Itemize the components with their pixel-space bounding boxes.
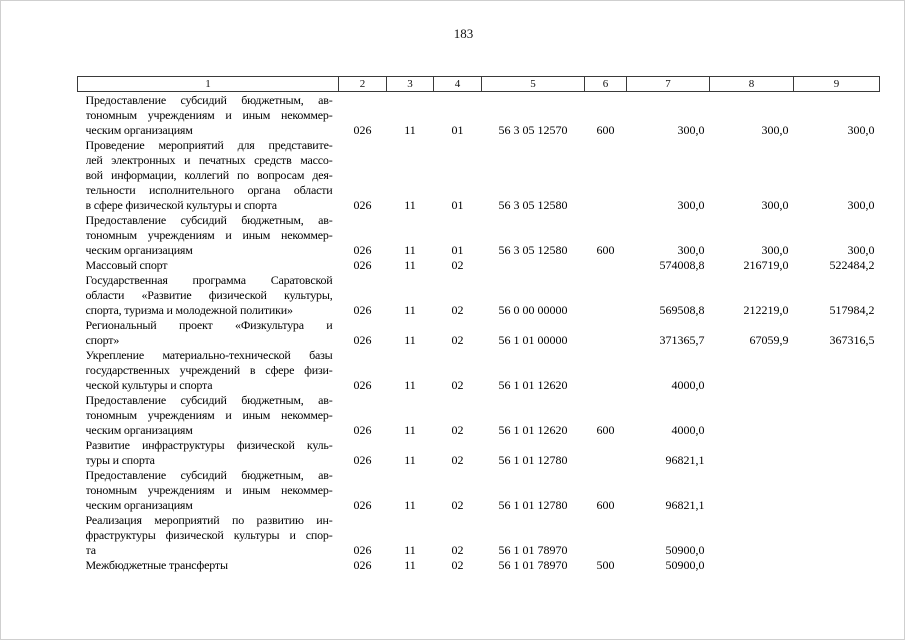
- column-header-7: 7: [627, 77, 710, 92]
- code-cell-col2: 026: [353, 123, 372, 137]
- table-row: [78, 393, 880, 438]
- code-cell-col2: 026: [353, 258, 372, 272]
- row-name-line: туры и спорта: [85, 453, 155, 467]
- row-name-line: ческим организациям: [85, 243, 193, 257]
- row-name-line: ческим организациям: [85, 498, 193, 512]
- row-name-line: в сфере физической культуры и спорта: [85, 198, 277, 212]
- row-name-line: спорта, туризма и молодежной политики»: [85, 303, 293, 317]
- row-name-line: ческим организациям: [85, 423, 193, 437]
- row-name-cell: [78, 513, 339, 558]
- sum-cell-col9: [794, 393, 880, 438]
- row-name-cell: [78, 438, 339, 468]
- code-cell-col5: 56 3 05 12580: [498, 243, 568, 257]
- code-cell-col4: 02: [451, 378, 464, 392]
- code-cell-col2: 026: [353, 453, 372, 467]
- code-cell-col4: 02: [451, 453, 464, 467]
- code-cell-col2: 026: [353, 558, 372, 572]
- code-cell-col4: 01: [451, 243, 464, 257]
- row-name-cell: [78, 393, 339, 438]
- column-header-4: 4: [434, 77, 482, 92]
- row-name-cell: [78, 468, 339, 513]
- row-name-line: спорт»: [85, 333, 120, 347]
- row-name-cell: [78, 138, 339, 213]
- table-row: [78, 318, 880, 348]
- row-name-cell: [78, 213, 339, 258]
- row-name-line: государственных учреждений в сфере физи-: [85, 363, 333, 377]
- column-header-9: 9: [794, 77, 880, 92]
- row-name-line: ческим организациям: [85, 123, 193, 137]
- code-cell-col5: [482, 258, 585, 273]
- sum-cell-col7: 4000,0: [671, 423, 705, 437]
- sum-cell-col7: 4000,0: [671, 378, 705, 392]
- code-cell-col4: 02: [451, 423, 464, 437]
- row-name-line: тельности исполнительного органа области: [85, 183, 333, 197]
- row-name-line: Укрепление материально-технической базы: [85, 348, 333, 362]
- code-cell-col4: 01: [451, 198, 464, 212]
- row-name-line: вой информации, коллегий по вопросам дея-: [85, 168, 333, 182]
- code-cell-col5: 56 0 00 00000: [498, 303, 568, 317]
- table-row: [78, 558, 880, 573]
- sum-cell-col8: 300,0: [761, 123, 789, 137]
- table-body: [78, 92, 880, 574]
- sum-cell-col9: 522484,2: [829, 258, 875, 272]
- sum-cell-col7: 96821,1: [665, 453, 705, 467]
- column-header-8: 8: [710, 77, 794, 92]
- row-name-cell: [78, 348, 339, 393]
- row-name-cell: [78, 318, 339, 348]
- code-cell-col5: 56 3 05 12580: [498, 198, 568, 212]
- sum-cell-col8: [710, 468, 794, 513]
- table-header: [78, 77, 880, 92]
- sum-cell-col8: 216719,0: [743, 258, 789, 272]
- code-cell-col2: 026: [353, 378, 372, 392]
- code-cell-col6: 600: [596, 123, 615, 137]
- column-header-1: 1: [78, 77, 339, 92]
- code-cell-col6: 600: [596, 498, 615, 512]
- code-cell-col5: 56 3 05 12570: [498, 123, 568, 137]
- sum-cell-col9: 300,0: [847, 123, 875, 137]
- row-name-line: тономным учреждениям и иным некоммер-: [85, 108, 333, 122]
- table-row: [78, 468, 880, 513]
- sum-cell-col9: 367316,5: [829, 333, 875, 347]
- code-cell-col2: 026: [353, 498, 372, 512]
- row-name-cell: [78, 273, 339, 318]
- sum-cell-col8: [710, 348, 794, 393]
- table-header-row: [78, 77, 880, 92]
- row-name-line: Проведение мероприятий для представите-: [85, 138, 333, 152]
- sum-cell-col7: 300,0: [677, 123, 705, 137]
- row-name-line: Предоставление субсидий бюджетным, ав-: [85, 393, 333, 407]
- row-name-cell: [78, 258, 339, 273]
- row-name-line: лей электронных и печатных средств массо-: [85, 153, 333, 167]
- code-cell-col4: 01: [451, 123, 464, 137]
- table-row: [78, 138, 880, 213]
- row-name-line: тономным учреждениям и иным некоммер-: [85, 483, 333, 497]
- sum-cell-col9: 517984,2: [829, 303, 875, 317]
- code-cell-col6: [585, 273, 627, 318]
- row-name-line: Реализация мероприятий по развитию ин-: [85, 513, 333, 527]
- column-header-6: 6: [585, 77, 627, 92]
- sum-cell-col7: 96821,1: [665, 498, 705, 512]
- code-cell-col5: 56 1 01 12620: [498, 423, 568, 437]
- code-cell-col5: 56 1 01 12780: [498, 453, 568, 467]
- code-cell-col4: 02: [451, 558, 464, 572]
- table-row: [78, 438, 880, 468]
- code-cell-col6: 600: [596, 243, 615, 257]
- sum-cell-col7: 300,0: [677, 198, 705, 212]
- code-cell-col3: 11: [404, 378, 416, 392]
- code-cell-col4: 02: [451, 498, 464, 512]
- sum-cell-col7: 371365,7: [659, 333, 705, 347]
- row-name-line: Развитие инфраструктуры физической куль-: [85, 438, 333, 452]
- code-cell-col3: 11: [404, 558, 416, 572]
- sum-cell-col7: 50900,0: [665, 558, 705, 572]
- row-name-line: ческой культуры и спорта: [85, 378, 213, 392]
- sum-cell-col9: [794, 348, 880, 393]
- row-name-cell: [78, 92, 339, 139]
- code-cell-col2: 026: [353, 543, 372, 557]
- sum-cell-col7: 569508,8: [659, 303, 705, 317]
- sum-cell-col9: [794, 558, 880, 573]
- sum-cell-col7: 50900,0: [665, 543, 705, 557]
- code-cell-col6: 500: [596, 558, 615, 572]
- row-name-line: Предоставление субсидий бюджетным, ав-: [85, 213, 333, 227]
- row-name-line: Предоставление субсидий бюджетным, ав-: [85, 93, 333, 107]
- code-cell-col3: 11: [404, 123, 416, 137]
- code-cell-col2: 026: [353, 243, 372, 257]
- code-cell-col3: 11: [404, 198, 416, 212]
- code-cell-col3: 11: [404, 498, 416, 512]
- table-row: [78, 92, 880, 139]
- code-cell-col6: [585, 438, 627, 468]
- code-cell-col3: 11: [404, 333, 416, 347]
- code-cell-col5: 56 1 01 78970: [498, 543, 568, 557]
- column-header-3: 3: [387, 77, 434, 92]
- sum-cell-col8: [710, 438, 794, 468]
- code-cell-col6: [585, 138, 627, 213]
- code-cell-col5: 56 1 01 12780: [498, 498, 568, 512]
- sum-cell-col9: [794, 513, 880, 558]
- page-number: 183: [453, 26, 474, 41]
- sum-cell-col7: 574008,8: [659, 258, 705, 272]
- code-cell-col4: 02: [451, 543, 464, 557]
- sum-cell-col7: 300,0: [677, 243, 705, 257]
- code-cell-col5: 56 1 01 78970: [498, 558, 568, 572]
- budget-table: [77, 76, 880, 573]
- sum-cell-col8: [710, 558, 794, 573]
- code-cell-col5: 56 1 01 12620: [498, 378, 568, 392]
- code-cell-col2: 026: [353, 333, 372, 347]
- row-name-line: области «Развитие физической культуры,: [85, 288, 333, 302]
- code-cell-col4: 02: [451, 258, 464, 272]
- code-cell-col2: 026: [353, 198, 372, 212]
- row-name-line: Предоставление субсидий бюджетным, ав-: [85, 468, 333, 482]
- code-cell-col3: 11: [404, 303, 416, 317]
- row-name-line: Межбюджетные трансферты: [85, 558, 228, 572]
- column-header-5: 5: [482, 77, 585, 92]
- sum-cell-col8: [710, 393, 794, 438]
- row-name-line: фраструктуры физической культуры и спор-: [85, 528, 333, 542]
- sum-cell-col9: 300,0: [847, 198, 875, 212]
- table-row: [78, 513, 880, 558]
- sum-cell-col8: 300,0: [761, 243, 789, 257]
- code-cell-col6: [585, 513, 627, 558]
- code-cell-col3: 11: [404, 258, 416, 272]
- sum-cell-col9: 300,0: [847, 243, 875, 257]
- code-cell-col5: 56 1 01 00000: [498, 333, 568, 347]
- code-cell-col6: 600: [596, 423, 615, 437]
- code-cell-col3: 11: [404, 423, 416, 437]
- code-cell-col6: [585, 258, 627, 273]
- code-cell-col2: 026: [353, 303, 372, 317]
- code-cell-col2: 026: [353, 423, 372, 437]
- sum-cell-col8: 300,0: [761, 198, 789, 212]
- table-row: [78, 348, 880, 393]
- code-cell-col4: 02: [451, 333, 464, 347]
- code-cell-col3: 11: [404, 543, 416, 557]
- table-row: [78, 273, 880, 318]
- sum-cell-col9: [794, 438, 880, 468]
- row-name-line: Региональный проект «Физкультура и: [85, 318, 333, 332]
- row-name-line: тономным учреждениям и иным некоммер-: [85, 408, 333, 422]
- table-row: [78, 213, 880, 258]
- sum-cell-col8: 212219,0: [743, 303, 789, 317]
- row-name-line: Государственная программа Саратовской: [85, 273, 333, 287]
- column-header-2: 2: [339, 77, 387, 92]
- row-name-line: Массовый спорт: [85, 258, 168, 272]
- row-name-line: тономным учреждениям и иным некоммер-: [85, 228, 333, 242]
- row-name-cell: [78, 558, 339, 573]
- code-cell-col6: [585, 348, 627, 393]
- sum-cell-col9: [794, 468, 880, 513]
- code-cell-col3: 11: [404, 243, 416, 257]
- sum-cell-col8: [710, 513, 794, 558]
- code-cell-col3: 11: [404, 453, 416, 467]
- code-cell-col6: [585, 318, 627, 348]
- row-name-line: та: [85, 543, 96, 557]
- table-row: [78, 258, 880, 273]
- sum-cell-col8: 67059,9: [749, 333, 789, 347]
- code-cell-col4: 02: [451, 303, 464, 317]
